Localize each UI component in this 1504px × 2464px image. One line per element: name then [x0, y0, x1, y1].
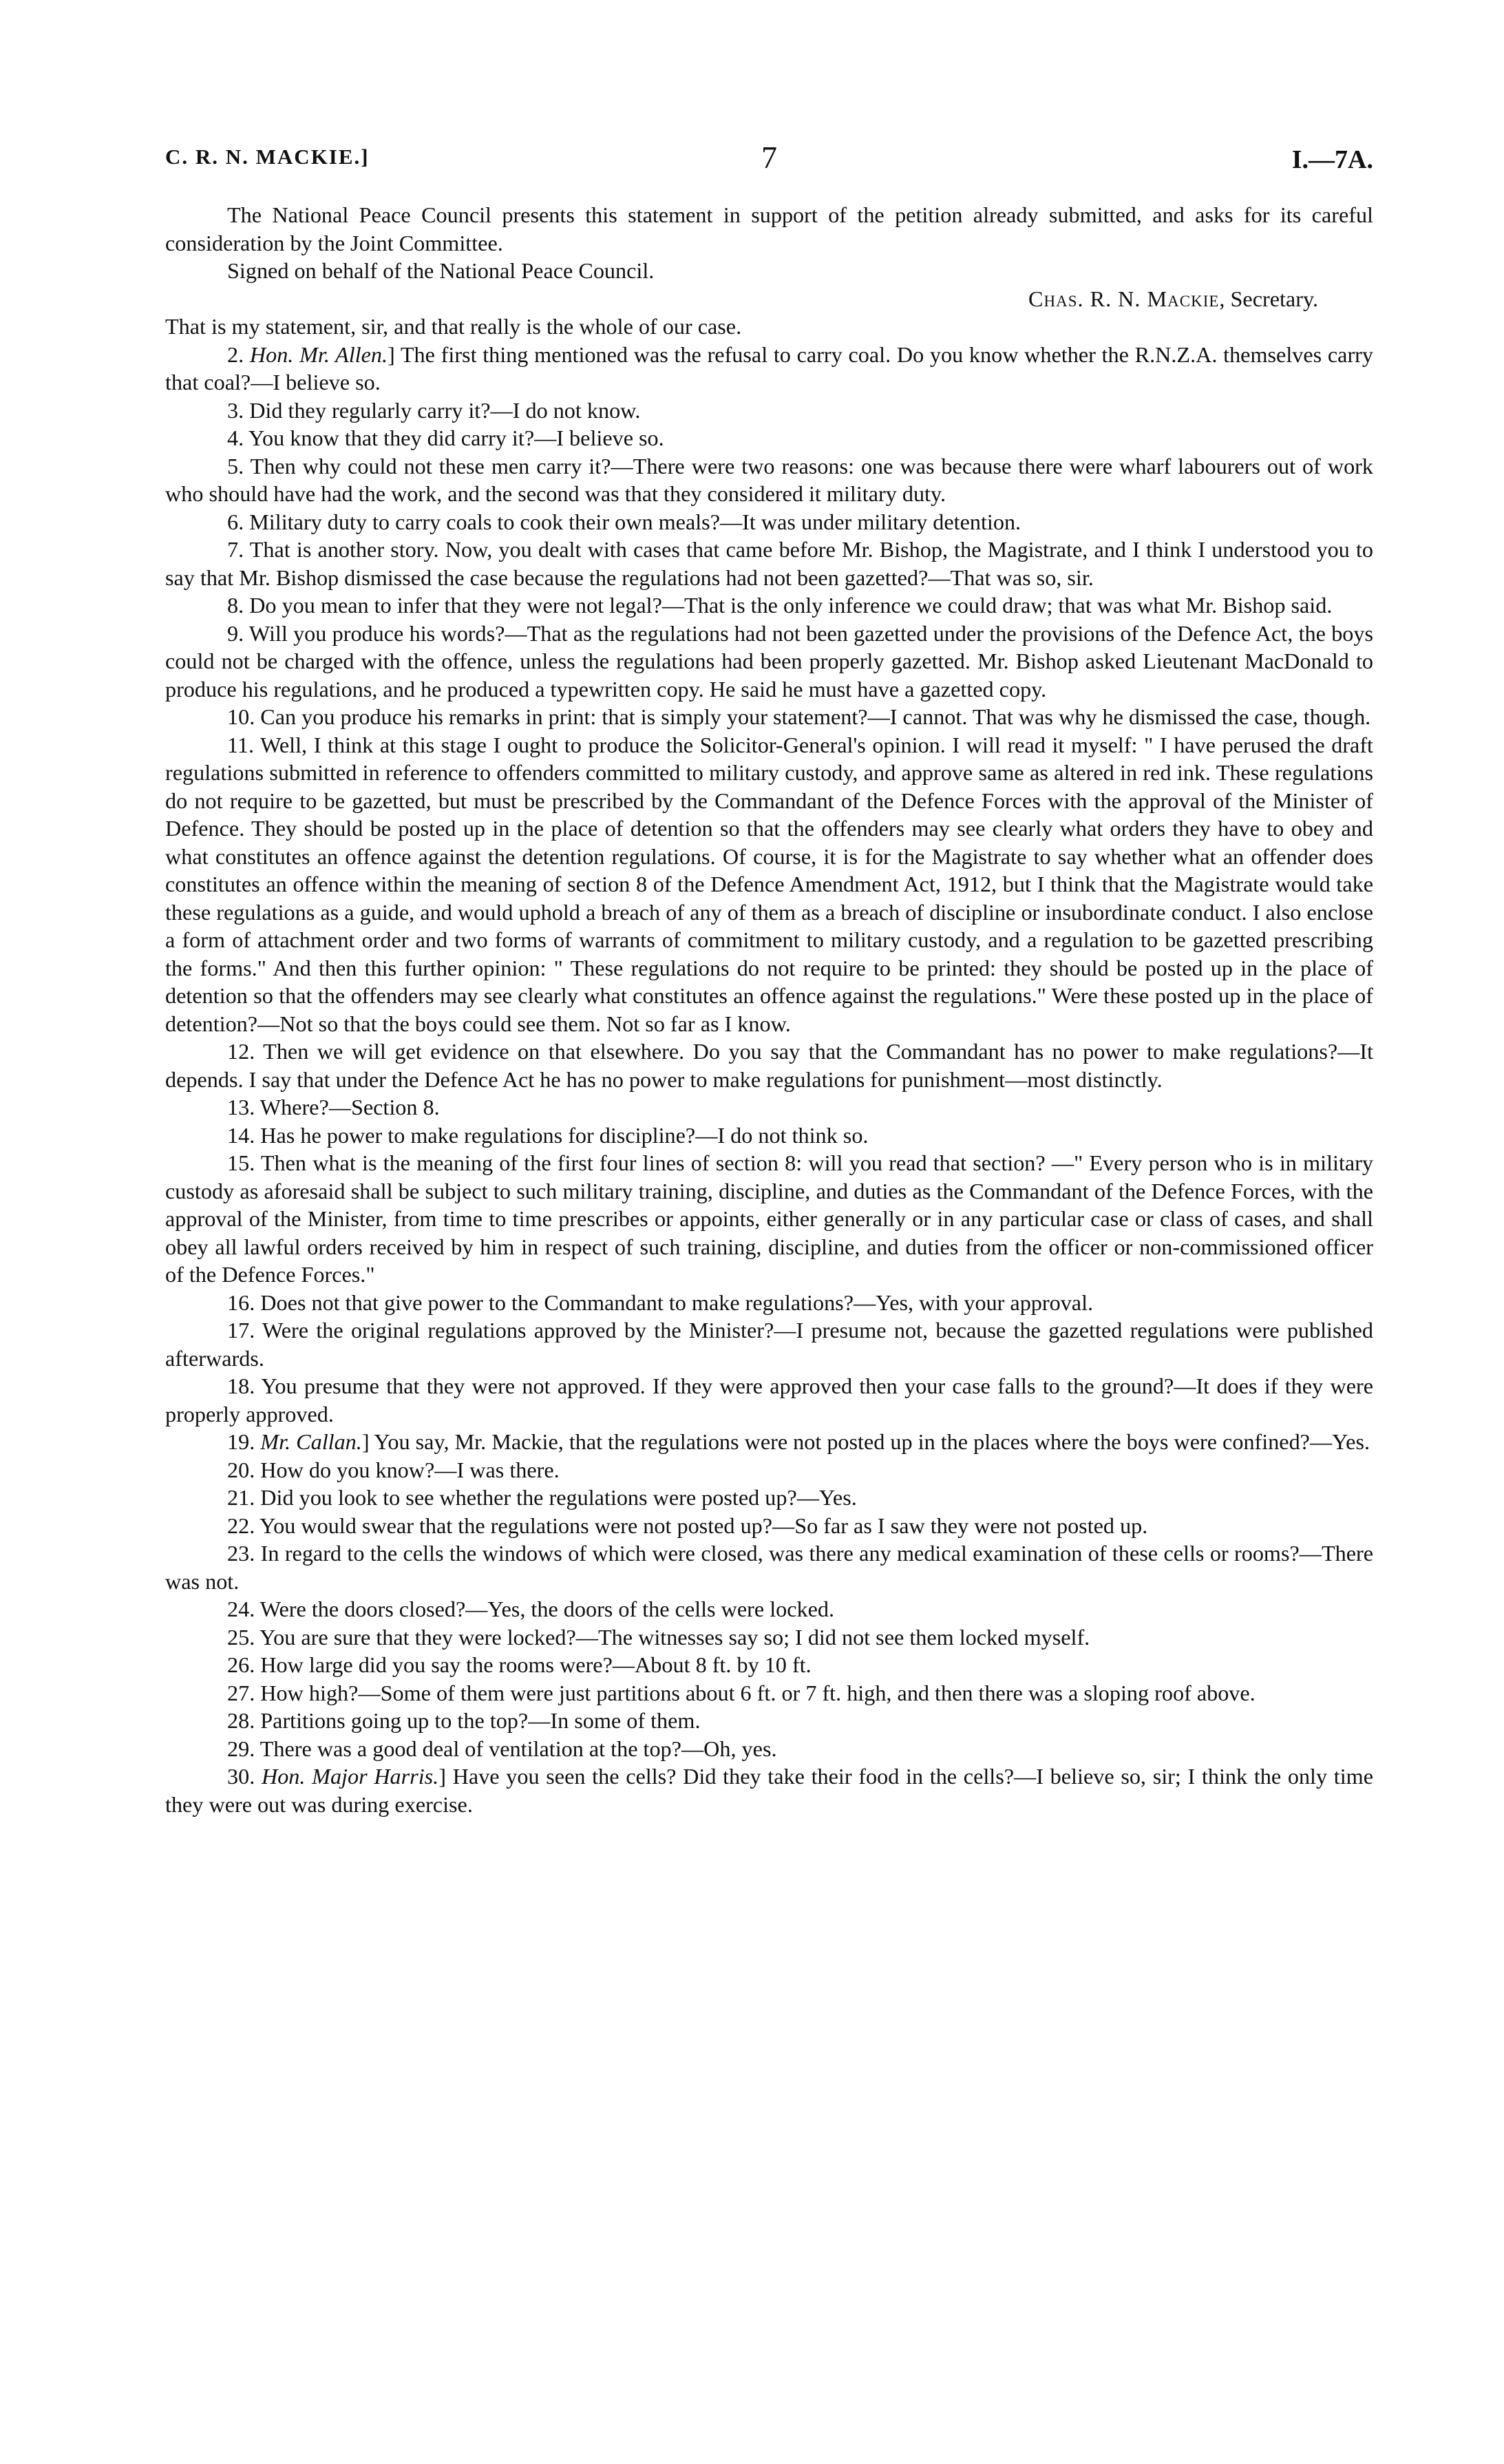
question-number: 2. [227, 341, 250, 367]
testimony-text: You presume that they were not approved. If they were approved then your case falls to the ground?—It does if they were properly approved. [165, 1373, 1373, 1426]
question-number: 19. [227, 1429, 261, 1454]
testimony-paragraph [165, 341, 1373, 397]
question-number: 24. [227, 1597, 260, 1621]
testimony-paragraph [165, 1038, 1373, 1093]
testimony-text: How large did you say the rooms were?—About 8 ft. by 10 ft. [260, 1652, 812, 1677]
testimony-list [165, 341, 1373, 1819]
question-number: 13. [227, 1095, 260, 1119]
testimony-paragraph [165, 397, 1373, 425]
witness-name: C. R. N. MACKIE.] [165, 145, 370, 169]
testimony-paragraph [165, 591, 1373, 620]
testimony-paragraph [165, 731, 1373, 1038]
testimony-text: How do you know?—I was there. [260, 1457, 560, 1482]
question-number: 26. [227, 1652, 261, 1677]
testimony-text: In regard to the cells the windows of which were closed, was there any medical examination of these cells or rooms?—There was not. [165, 1541, 1373, 1594]
document-page [165, 140, 1374, 1818]
question-number: 6. [227, 509, 250, 534]
testimony-paragraph [165, 1289, 1373, 1317]
question-number: 5. [227, 453, 251, 478]
page-number: 7 [761, 140, 777, 175]
question-number: 25. [227, 1624, 260, 1650]
speaker-name: Mr. Callan. [260, 1429, 362, 1454]
testimony-paragraph [165, 1707, 1373, 1735]
question-number: 4. [227, 425, 248, 450]
question-number: 10. [227, 704, 261, 729]
question-number: 23. [227, 1541, 261, 1566]
testimony-text: Will you produce his words?—That as the regulations had not been gazetted under the provisions of the Defence Act, the boys could not be charged with the offence, unless the regulations had been properly gazetted. Mr. Bishop asked Lieutenant MacDonald to produce his regulations, and he produced a typewritten copy. He said he must have a gazetted copy. [165, 620, 1374, 702]
signed-line: Signed on behalf of the National Peace Council. [227, 258, 655, 283]
testimony-paragraph [165, 508, 1373, 536]
testimony-paragraph [165, 1735, 1373, 1763]
testimony-text: ] You say, Mr. Mackie, that the regulations were not posted up in the places where the boys were confined?—Yes. [361, 1429, 1370, 1454]
testimony-paragraph [165, 703, 1373, 731]
speaker-name: Hon. Mr. Allen. [249, 341, 388, 367]
speaker-name: Hon. Major Harris. [261, 1764, 439, 1789]
question-number: 9. [227, 620, 249, 646]
signatory-role: , Secretary. [1219, 286, 1318, 311]
question-number: 16. [227, 1289, 261, 1315]
testimony-text: Can you produce his remarks in print: that is simply your statement?—I cannot. That was why he dismissed the case, though. [260, 704, 1371, 729]
running-header [165, 140, 1373, 186]
signature [165, 285, 1373, 313]
testimony-text: That is another story. Now, you dealt with cases that came before Mr. Bishop, the Magistrate, and I think I understood you to say that Mr. Bishop dismissed the case because the regulations had not been gazetted?—That was so, sir. [165, 537, 1373, 590]
testimony-text: Were the doors closed?—Yes, the doors of the cells were locked. [260, 1597, 835, 1621]
testimony-paragraph [165, 424, 1373, 452]
question-number: 30. [227, 1764, 262, 1789]
testimony-paragraph [165, 1623, 1373, 1652]
testimony-paragraph [165, 452, 1373, 508]
question-number: 17. [227, 1318, 262, 1342]
question-number: 20. [227, 1457, 261, 1482]
question-number: 21. [227, 1485, 261, 1510]
testimony-paragraph [165, 1428, 1373, 1456]
testimony-text: Military duty to carry coals to cook their own meals?—It was under military detention. [249, 509, 1021, 534]
statement-paragraph: The National Peace Council presents this statement in support of the petition already submitted, and asks for its careful consideration by the Joint Committee. [165, 202, 1373, 255]
testimony-paragraph [165, 1762, 1373, 1818]
testimony-paragraph [165, 1149, 1373, 1289]
testimony-paragraph [165, 1512, 1373, 1540]
testimony-text: Did they regularly carry it?—I do not know. [249, 397, 641, 423]
testimony-paragraph [165, 1456, 1373, 1484]
testimony-paragraph [165, 1484, 1373, 1512]
testimony-paragraph [165, 1595, 1373, 1623]
question-number: 14. [227, 1122, 261, 1148]
testimony-text: How high?—Some of them were just partitions about 6 ft. or 7 ft. high, and then there was a sloping roof above. [260, 1680, 1256, 1705]
question-number: 3. [227, 397, 250, 423]
testimony-text: You are sure that they were locked?—The witnesses say so; I did not see them locked myself. [260, 1624, 1090, 1650]
testimony-text: You would swear that the regulations were not posted up?—So far as I saw they were not posted up. [260, 1513, 1148, 1538]
testimony-paragraph [165, 1539, 1373, 1595]
testimony-text: Then why could not these men carry it?—There were two reasons: one was because there were wharf labourers out of work who should have had the work, and the second was that they considered it military duty. [165, 453, 1373, 506]
question-number: 28. [227, 1708, 261, 1733]
testimony-paragraph [165, 1316, 1373, 1372]
document-reference: I.—7A. [1291, 145, 1373, 174]
testimony-text: Do you mean to infer that they were not legal?—That is the only inference we could draw; that was what Mr. Bishop said. [249, 593, 1333, 618]
question-number: 11. [227, 732, 261, 757]
page-body [165, 201, 1373, 1818]
testimony-paragraph [165, 536, 1373, 591]
testimony-paragraph [165, 1093, 1373, 1122]
testimony-text: Has he power to make regulations for discipline?—I do not think so. [260, 1122, 869, 1148]
question-number: 29. [227, 1736, 260, 1761]
testimony-paragraph [165, 620, 1373, 704]
closing-remark: That is my statement, sir, and that really is the whole of our case. [165, 314, 742, 339]
question-number: 12. [227, 1039, 264, 1064]
signatory-name: Chas. R. N. Mackie [1028, 286, 1220, 311]
testimony-paragraph [165, 1651, 1373, 1679]
question-number: 7. [227, 537, 250, 562]
testimony-text: ] Have you seen the cells? Did they take their food in the cells?—I believe so, sir; I think the only time they were out was during exercise. [165, 1764, 1374, 1817]
testimony-text: Where?—Section 8. [260, 1095, 440, 1119]
testimony-text: ] The first thing mentioned was the refusal to carry coal. Do you know whether the R.N.Z.A. themselves carry that coal?—I believe so. [165, 341, 1373, 394]
question-number: 15. [227, 1150, 261, 1175]
question-number: 27. [227, 1680, 261, 1705]
testimony-text: Did you look to see whether the regulations were posted up?—Yes. [260, 1485, 857, 1510]
testimony-text: Then we will get evidence on that elsewhere. Do you say that the Commandant has no power to make regulations?—It depends. I say that under the Defence Act he has no power to make regulations for punishment—most distinctly. [165, 1039, 1374, 1092]
testimony-text: You know that they did carry it?—I believe so. [248, 425, 664, 450]
testimony-paragraph [165, 1372, 1373, 1428]
testimony-text: Does not that give power to the Commandant to make regulations?—Yes, with your approval. [260, 1289, 1094, 1315]
testimony-text: There was a good deal of ventilation at the top?—Oh, yes. [260, 1736, 777, 1761]
question-number: 22. [227, 1513, 260, 1538]
testimony-paragraph [165, 1122, 1373, 1150]
testimony-paragraph [165, 1679, 1373, 1707]
testimony-text: Then what is the meaning of the first four lines of section 8: will you read that section? —" Every person who is in military custody as aforesaid shall be subject to such military training, discipline, and duties as the Commandant of the Defence Forces, with the approval of the Minister, from time to time prescribes or appoints, either generally or in any particular case or class of cases, and shall obey all lawful orders received by him in respect of such training, discipline, and duties from the officer or non-commissioned officer of the Defence Forces." [165, 1150, 1373, 1287]
testimony-text: Were the original regulations approved by the Minister?—I presume not, because the gazetted regulations were published afterwards. [165, 1318, 1373, 1371]
testimony-text: Partitions going up to the top?—In some of them. [260, 1708, 701, 1733]
question-number: 8. [227, 593, 250, 618]
testimony-text: Well, I think at this stage I ought to produce the Solicitor-General's opinion. I will read it myself: " I have perused the draft regulations submitted in reference to offenders committed to military custody, and approve same as altered in red ink. These regulations do not require to be gazetted, but must be prescribed by the Commandant of the Defence Forces with the approval of the Minister of Defence. They should be posted up in the place of detention so that the offenders may see clearly what orders they have to obey and what constitutes an offence against the detention regulations. Of course, it is for the Magistrate to say whether what an offender does constitutes an offence within the meaning of section 8 of the Defence Amendment Act, 1912, but I think that the Magistrate would take these regulations as a guide, and would uphold a breach of any of them as a breach of discipline or insubordinate conduct. I also enclose a form of attachment order and two forms of warrants of commitment to military custody, and a regulation to be gazetted prescribing the forms." And then this further opinion: " These regulations do not require to be printed: they should be posted up in the place of detention so that the offenders may see clearly what constitutes an offence against the regulations." Were these posted up in the place of detention?—Not so that the boys could see them. Not so far as I know. [165, 732, 1373, 1036]
question-number: 18. [227, 1373, 262, 1398]
